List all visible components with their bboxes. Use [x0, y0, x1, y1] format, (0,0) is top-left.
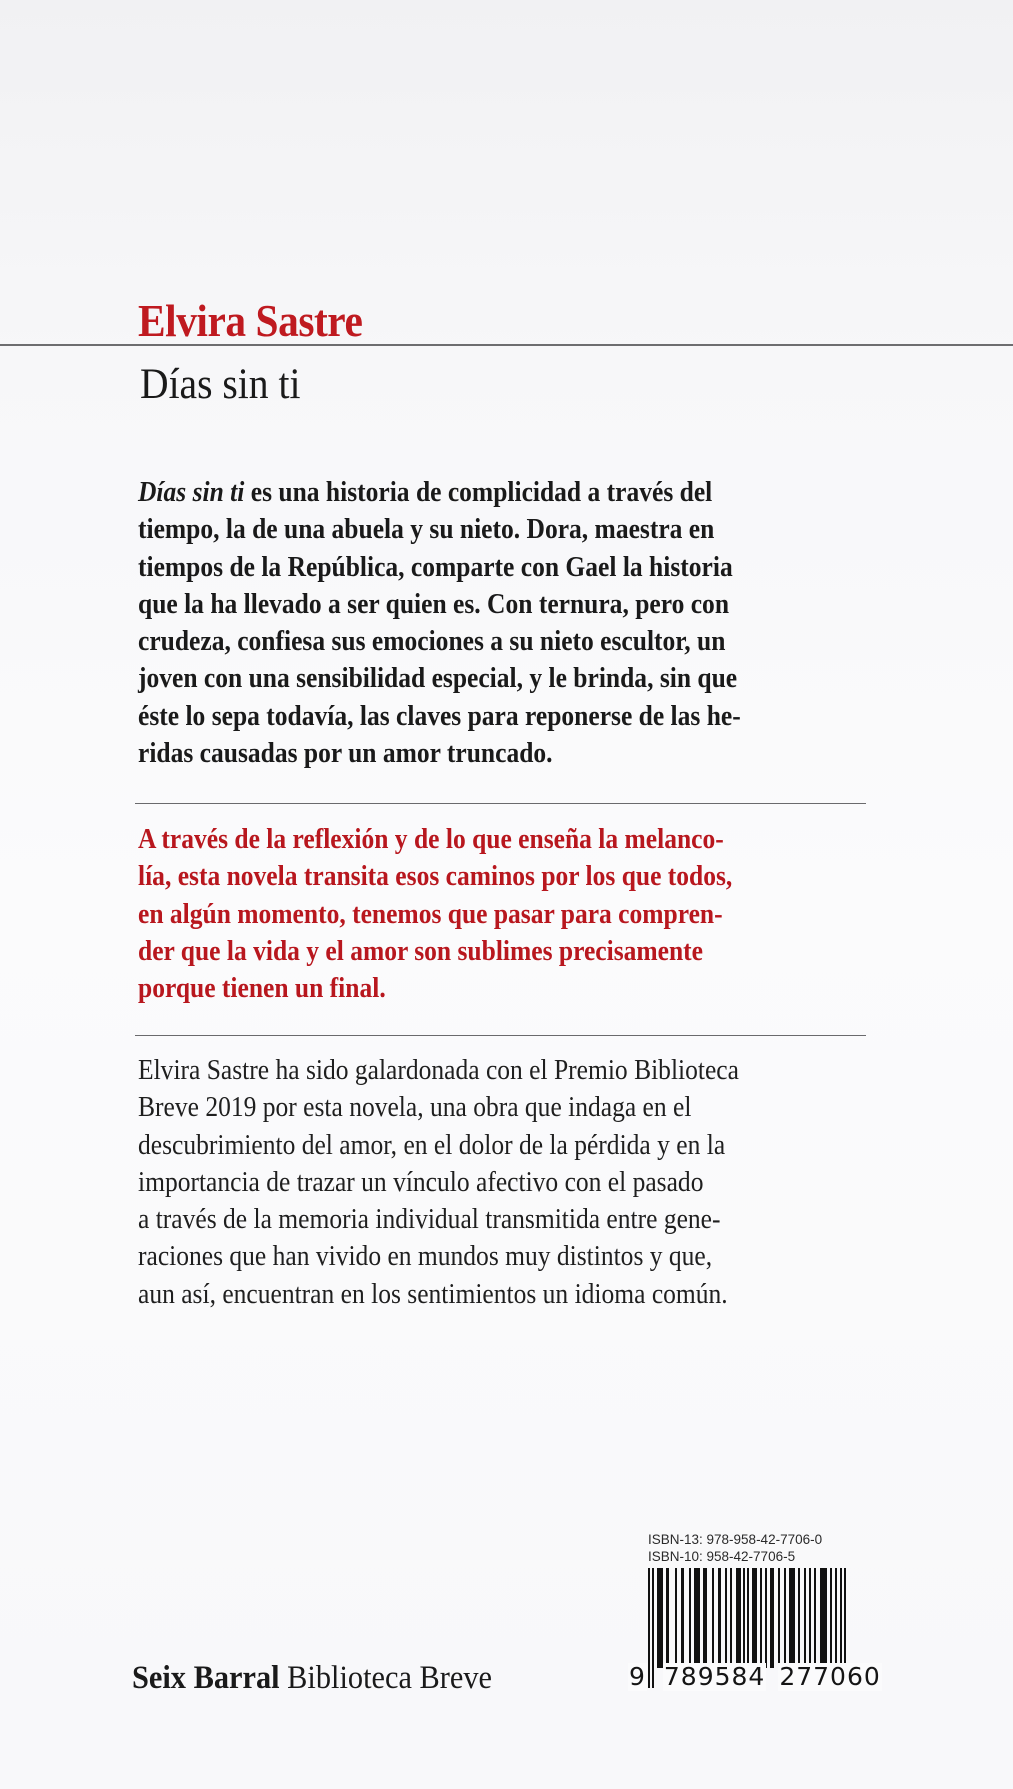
collection-name: Biblioteca Breve	[287, 1660, 493, 1696]
award-line: raciones que han vivido en mundos muy distintos y que,	[138, 1240, 713, 1273]
synopsis-paragraph	[138, 474, 866, 772]
synopsis-line: Días sin ti es una historia de complicidad a través del	[138, 476, 713, 508]
barcode-digits-right: 277060	[779, 1662, 881, 1691]
highlight-line: en algún momento, tenemos que pasar para compren-	[138, 897, 723, 930]
publisher-name: Seix Barral	[132, 1660, 280, 1696]
synopsis-line: tiempos de la República, comparte con Gael la historia	[138, 550, 733, 583]
synopsis-line: crudeza, confiesa sus emociones a su nieto escultor, un	[138, 625, 726, 658]
barcode-number	[628, 1663, 882, 1691]
highlight-line: A través de la reflexión y de lo que enseña la melanco-	[138, 823, 724, 855]
award-line: Breve 2019 por esta novela, una obra que indaga en el	[138, 1091, 692, 1124]
book-title: Días sin ti	[140, 361, 301, 408]
synopsis-line: tiempo, la de una abuela y su nieto. Dora, maestra en	[138, 513, 715, 546]
barcode-lead-digit: 9	[629, 1662, 646, 1691]
highlight-line: lía, esta novela transita esos caminos por los que todos,	[138, 860, 733, 893]
highlight-paragraph	[138, 821, 866, 1007]
award-line: a través de la memoria individual transmitida entre gene-	[138, 1203, 721, 1236]
isbn-10: ISBN-10: 958-42-7706-5	[648, 1549, 796, 1564]
barcode-digits-left: 789584	[663, 1662, 766, 1691]
award-line: aun así, encuentran en los sentimientos un idioma común.	[138, 1277, 728, 1310]
highlight-line: der que la vida y el amor son sublimes precisamente	[138, 934, 704, 967]
award-paragraph	[138, 1052, 866, 1313]
award-line: Elvira Sastre ha sido galardonada con el Premio Biblioteca	[138, 1054, 739, 1086]
synopsis-line: joven con una sensibilidad especial, y le brinda, sin que	[138, 662, 738, 695]
award-line: descubrimiento del amor, en el dolor de la pérdida y en la	[138, 1128, 726, 1161]
synopsis-line: ridas causadas por un amor truncado.	[138, 737, 553, 770]
divider	[135, 803, 866, 804]
italic-book-title: Días sin ti	[138, 476, 245, 508]
synopsis-line: éste lo sepa todavía, las claves para reponerse de las he-	[138, 699, 741, 732]
imprint	[132, 1658, 492, 1698]
award-line: importancia de trazar un vínculo afectivo con el pasado	[138, 1165, 704, 1198]
author-name: Elvira Sastre	[138, 296, 363, 346]
highlight-line: porque tienen un final.	[138, 972, 386, 1005]
divider	[135, 1035, 866, 1036]
isbn-13: ISBN-13: 978-958-42-7706-0	[648, 1532, 823, 1547]
synopsis-line: que la ha llevado a ser quien es. Con ternura, pero con	[138, 587, 730, 620]
